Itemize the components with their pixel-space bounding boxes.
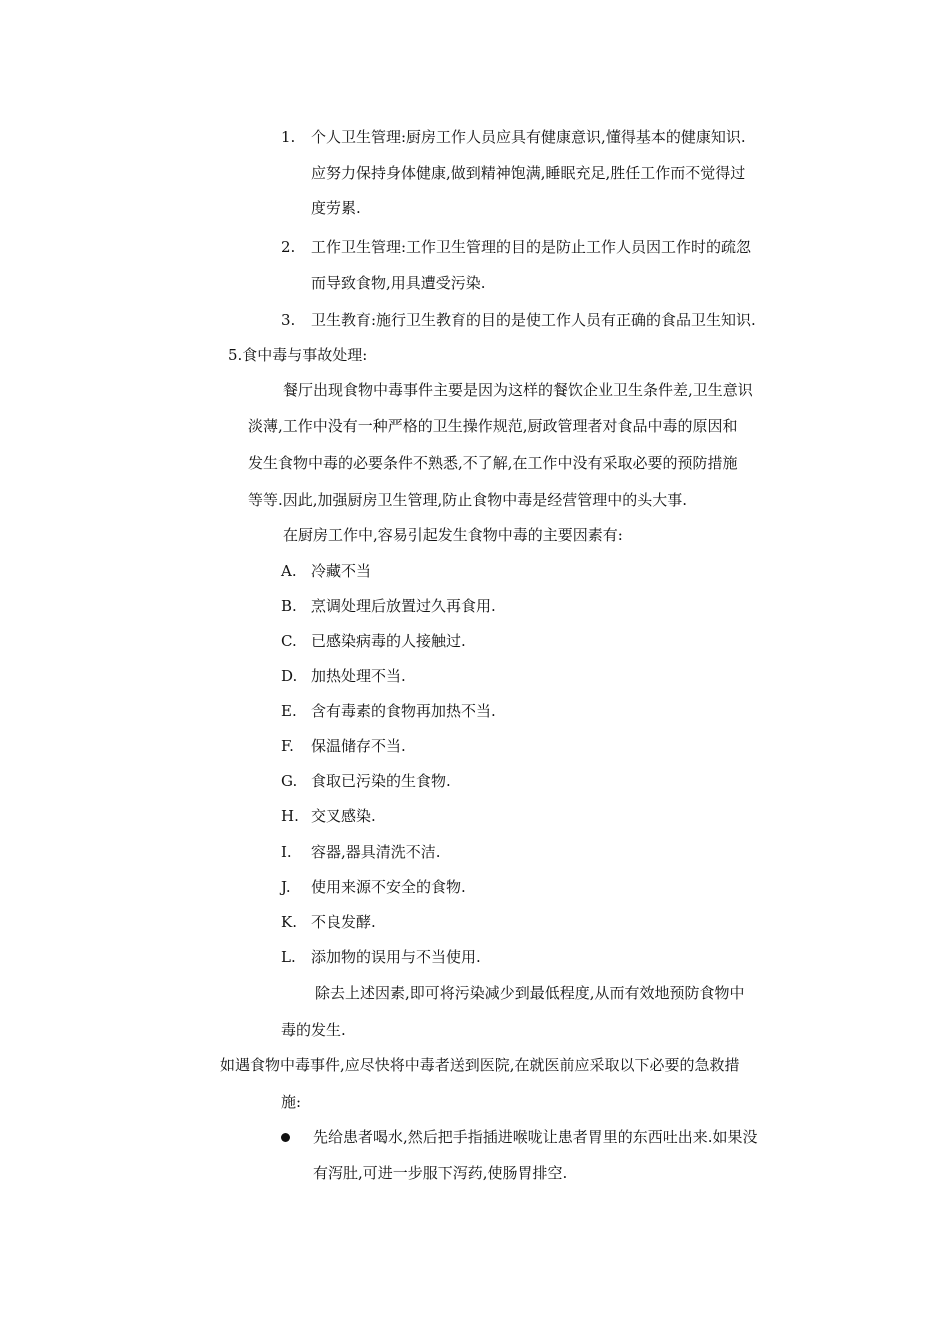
item-text-line: 度劳累. [311,199,361,217]
factor-text: 添加物的误用与不当使用. [311,948,481,966]
factor-letter: D. [281,667,298,685]
conclusion-line: 除去上述因素,即可将污染减少到最低程度,从而有效地预防食物中 [315,984,745,1002]
paragraph-line: 发生食物中毒的必要条件不熟悉,不了解,在工作中没有采取必要的预防措施 [248,454,738,472]
item-text-line: 个人卫生管理:厨房工作人员应具有健康意识,懂得基本的健康知识. [311,128,746,146]
factor-text: 容器,器具清洗不洁. [311,843,441,861]
paragraph-line: 餐厅出现食物中毒事件主要是因为这样的餐饮企业卫生条件差,卫生意识 [283,381,753,399]
item-text-line: 应努力保持身体健康,做到精神饱满,睡眠充足,胜任工作而不觉得过 [311,164,746,182]
factor-text: 不良发酵. [311,913,376,931]
factor-letter: G. [281,772,298,790]
factor-text: 烹调处理后放置过久再食用. [311,597,496,615]
factor-letter: K. [281,913,297,931]
factor-letter: H. [281,807,299,825]
factor-letter: L. [281,948,296,966]
section-heading: 5.食中毒与事故处理: [228,346,368,364]
factor-letter: B. [281,597,297,615]
factor-text: 加热处理不当. [311,667,406,685]
item-number: 2. [281,238,296,256]
item-text-line: 而导致食物,用具遭受污染. [311,274,486,292]
item-number: 1. [281,128,296,146]
emergency-line: 如遇食物中毒事件,应尽快将中毒者送到医院,在就医前应采取以下必要的急救措 [220,1056,740,1074]
factor-text: 保温储存不当. [311,737,406,755]
factor-letter: J. [281,878,291,896]
item-text-line: 工作卫生管理:工作卫生管理的目的是防止工作人员因工作时的疏忽 [311,238,752,256]
item-number: 3. [281,311,296,329]
paragraph-line: 等等.因此,加强厨房卫生管理,防止食物中毒是经营管理中的头大事. [248,491,688,509]
factor-letter: F. [281,737,294,755]
emergency-line: 施: [281,1093,302,1111]
paragraph-line: 淡薄,工作中没有一种严格的卫生操作规范,厨政管理者对食品中毒的原因和 [248,417,738,435]
factor-text: 使用来源不安全的食物. [311,878,466,896]
factor-text: 食取已污染的生食物. [311,772,451,790]
factor-letter: C. [281,632,297,650]
factors-intro: 在厨房工作中,容易引起发生食物中毒的主要因素有: [283,526,623,544]
factor-letter: A. [281,562,297,580]
factor-text: 冷藏不当 [311,562,372,580]
factor-text: 交叉感染. [311,807,376,825]
factor-text: 含有毒素的食物再加热不当. [311,702,496,720]
factor-letter: I. [281,843,292,861]
conclusion-line: 毒的发生. [281,1021,346,1039]
bullet-dot-icon [281,1133,290,1142]
factor-text: 已感染病毒的人接触过. [311,632,466,650]
bullet-text-line: 有泻肚,可进一步服下泻药,使肠胃排空. [313,1164,568,1182]
factor-letter: E. [281,702,297,720]
item-text-line: 卫生教育:施行卫生教育的目的是使工作人员有正确的食品卫生知识. [311,311,756,329]
bullet-text-line: 先给患者喝水,然后把手指插进喉咙让患者胃里的东西吐出来.如果没 [313,1128,758,1146]
